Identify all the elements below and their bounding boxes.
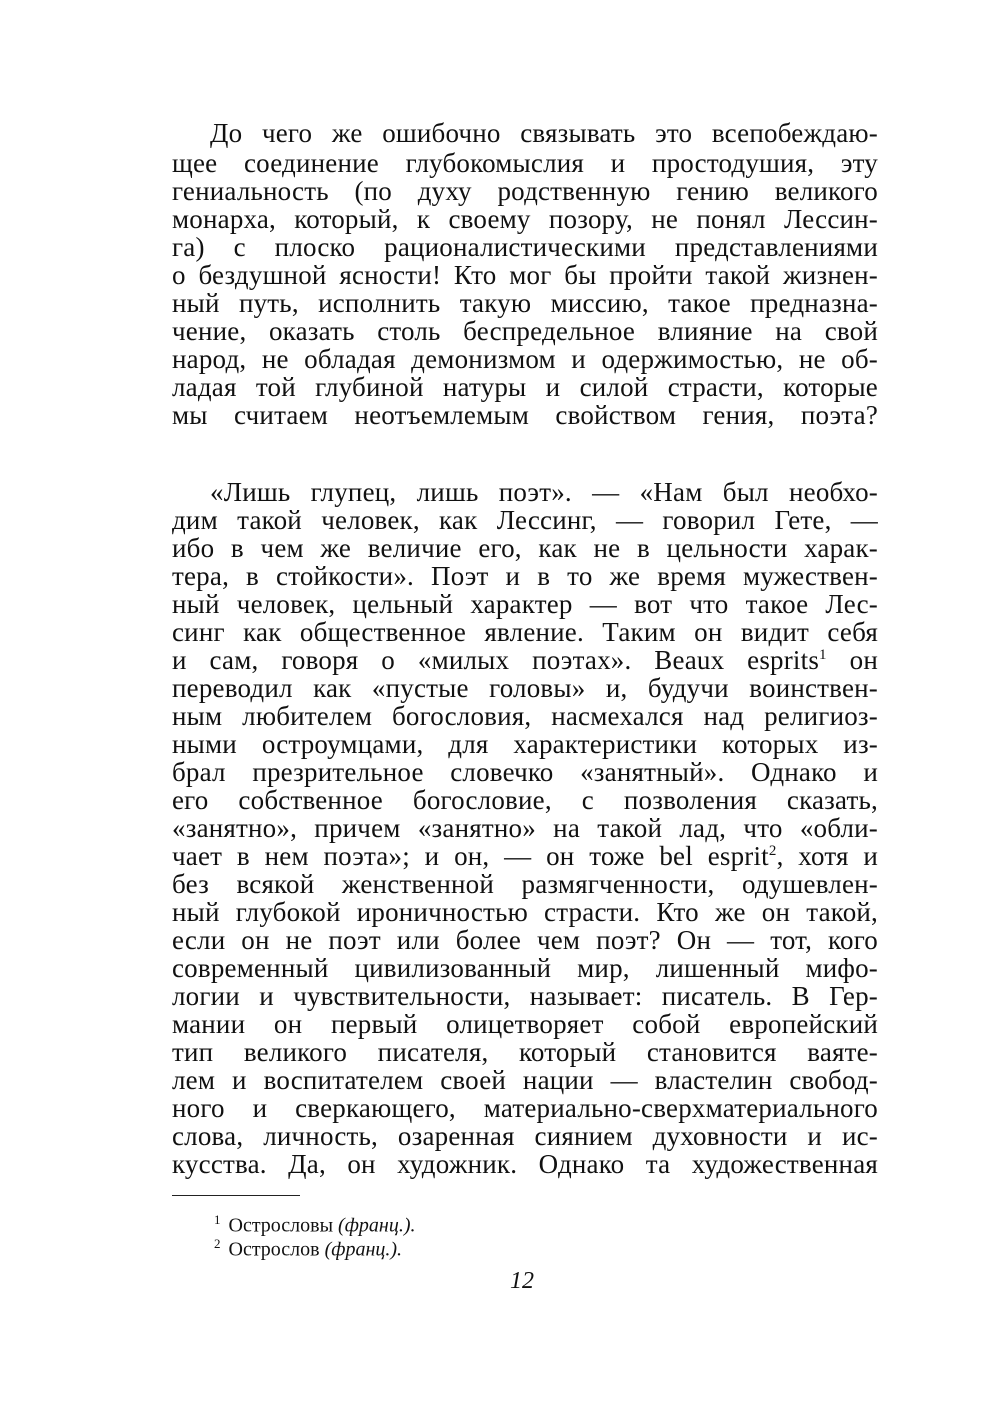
text-line: брал презрительное словечко «занятный». Однако и <box>172 757 878 787</box>
text-line: его собственное богословие, с позволения сказать, <box>172 785 878 815</box>
text-line: ибо в чем же величие его, как не в цельности харак- <box>172 533 878 563</box>
text-line: ладая той глубиной натуры и силой страсти, которые <box>172 372 878 402</box>
text-line: «занятно», причем «занятно» на такой лад, что «обли- <box>172 813 878 843</box>
text-line: гениальность (по духу родственную гению великого <box>172 176 878 206</box>
text-line: мании он первый олицетворяет собой европейский <box>172 1009 878 1039</box>
text-line: переводил как «пустые головы» и, будучи воинствен- <box>172 673 878 703</box>
text-line: дим такой человек, как Лессинг, — говорил Гете, — <box>172 505 878 535</box>
text-segment: он <box>849 645 878 675</box>
text-line: щее соединение глубокомыслия и простодушия, эту <box>172 148 878 178</box>
text-line: синг как общественное явление. Таким он видит себя <box>172 617 878 647</box>
text-line: ного и сверкающего, материально-сверхматериального <box>172 1093 878 1123</box>
text-line: тера, в стойкости». Поэт и в то же время мужествен- <box>172 561 878 591</box>
text-line: чение, оказать столь беспредельное влияние на свой <box>172 316 878 346</box>
text-line: «Лишь глупец, лишь поэт». — «Нам был необхо- <box>210 477 878 507</box>
footnote-text: Острословы <box>228 1214 339 1237</box>
footnote-lang: (франц.). <box>338 1214 416 1237</box>
text-line: логии и чувствительности, называет: писатель. В Гер- <box>172 981 878 1011</box>
text-line: если он не поэт или более чем поэт? Он — тот, кого <box>172 925 878 955</box>
text-line: ными остроумцами, для характеристики которых из- <box>172 729 878 759</box>
footnote-text: Острослов <box>228 1238 325 1261</box>
footnote-divider <box>172 1195 300 1196</box>
footnote-1 <box>214 1208 416 1237</box>
text-line: мы считаем неотъемлемым свойством гения, поэта? <box>172 400 878 430</box>
text-segment: чает в нем поэта»; и он, — он тоже bel esprit <box>172 841 769 871</box>
text-line: современный цивилизованный мир, лишенный мифо- <box>172 953 878 983</box>
footnote-mark: 1 <box>214 1212 221 1227</box>
footnote-ref: 2 <box>768 843 777 859</box>
text-line: До чего же ошибочно связывать это всепобеждаю- <box>210 118 878 148</box>
text-line: слова, личность, озаренная сиянием духовности и ис- <box>172 1121 878 1151</box>
page-number: 12 <box>510 1268 534 1294</box>
text-line: тип великого писателя, который становится ваяте- <box>172 1037 878 1067</box>
footnote-lang: (франц.). <box>324 1238 403 1261</box>
text-line: ный путь, исполнить такую миссию, такое предназна- <box>172 288 878 318</box>
text-line: ным любителем богословия, насмехался над религиоз- <box>172 701 878 731</box>
text-line: о бездушной ясности! Кто мог бы пройти такой жизнен- <box>172 260 878 290</box>
text-line: ный человек, цельный характер — вот что такое Лес- <box>172 589 878 619</box>
text-line: народ, не обладая демонизмом и одержимостью, не об- <box>172 344 878 374</box>
footnote-2 <box>214 1232 403 1261</box>
footnote-ref: 1 <box>819 647 827 663</box>
footnote-mark: 2 <box>214 1236 221 1251</box>
text-line: монарха, который, к своему позору, не понял Лессин- <box>172 204 878 234</box>
text-line <box>172 645 878 675</box>
text-line: ный глубокой ироничностью страсти. Кто же он такой, <box>172 897 878 927</box>
text-line <box>172 841 878 871</box>
text-segment: , хотя и <box>776 841 879 871</box>
text-line: лем и воспитателем своей нации — властелин свобод- <box>172 1065 878 1095</box>
text-line: кусства. Да, он художник. Однако та художественная <box>172 1149 878 1179</box>
text-line: без всякой женственной размягченности, одушевлен- <box>172 869 878 899</box>
text-segment: и сам, говоря о «милых поэтах». Beaux esprits <box>172 645 820 675</box>
text-line: га) с плоско рационалистическими представлениями <box>172 232 878 262</box>
